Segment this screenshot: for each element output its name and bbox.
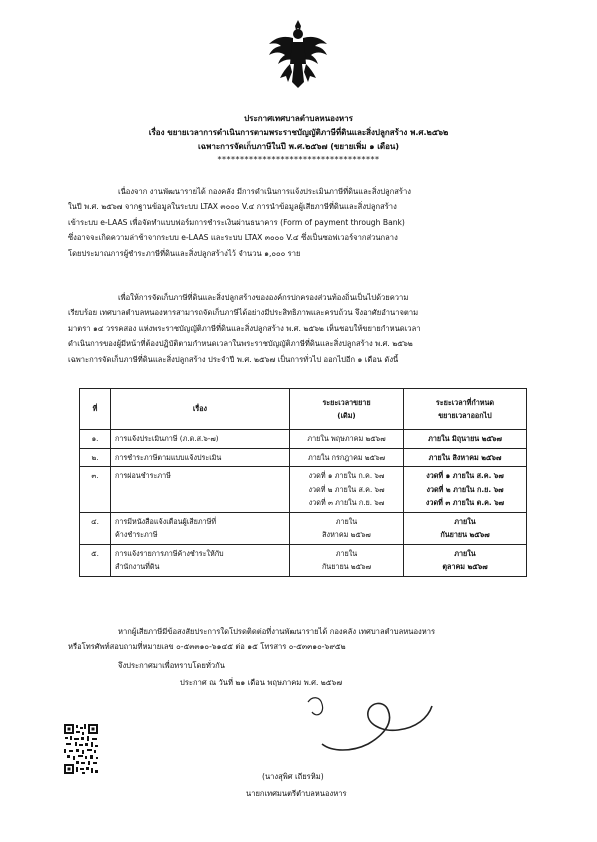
paragraph-line: เพื่อให้การจัดเก็บภาษีที่ดินและสิ่งปลูกสร้างขององค์กรปกครองส่วนท้องถิ่นเป็นไปด้วยความ [118,293,409,302]
announcement-subject: เรื่อง ขยายเวลาการดำเนินการตามพระราชบัญญัติภาษีที่ดินและสิ่งปลูกสร้าง พ.ศ.๒๕๖๒ [148,128,449,137]
header-subject: เรื่อง [111,389,290,430]
row-old: ภายใน สิงหาคม ๒๕๖๗ [290,512,404,544]
row-old: ภายใน พฤษภาคม ๒๕๖๗ [290,430,404,449]
table-row [80,544,527,576]
row-old: ภายใน กรกฎาคม ๒๕๖๗ [290,448,404,467]
signer-name: (นางสุพิศ เถียรหิม) [262,772,324,781]
signature [262,688,442,758]
row-new: ภายใน มิถุนายน ๒๕๖๗ [404,430,527,449]
row-new: ภายใน ตุลาคม ๒๕๖๗ [404,544,527,576]
stars-divider: ************************************ [217,155,380,164]
paragraph-line: ในปี พ.ศ. ๒๕๖๗ จากฐานข้อมูลในระบบ LTAX ๓๐๐๐ V.๔ การนำข้อมูลผู้เสียภาษีที่ดินและสิ่งปลูกสร้าง [68,202,397,212]
table-header-row [80,389,527,430]
table-row [80,430,527,449]
row-no: ๓. [80,467,111,513]
table-row [80,512,527,544]
row-no: ๑. [80,430,111,449]
row-no: ๔. [80,512,111,544]
signer-title: นายกเทศมนตรีตำบลหนองหาร [246,789,347,798]
row-old: งวดที่ ๑ ภายใน ก.ค. ๖๗ งวดที่ ๒ ภายใน ส.ค. ๖๗ งวดที่ ๓ ภายใน ก.ย. ๖๗ [290,467,404,513]
header-old-period: ระยะเวลาขยาย (เดิม) [290,389,404,430]
row-subject: การแจ้งรายการภาษีค้างชำระให้กับ สำนักงานที่ดิน [111,544,290,576]
paragraph-line: ดำเนินการของผู้มีหน้าที่ต้องปฏิบัติตามกำหนดเวลาในพระราชบัญญัติภาษีที่ดินและสิ่งปลูกสร้าง พ.ศ. ๒๕๖๒ [68,339,413,349]
paragraph-line: ซึ่งอาจจะเกิดความล่าช้าจากระบบ e-LAAS และระบบ LTAX ๓๐๐๐ V.๔ ซึ่งเป็นซอฟเวอร์จากส่วนกลาง [68,233,398,243]
contact-line-1: หากผู้เสียภาษีมีข้อสงสัยประการใดโปรดติดต่อที่งานพัฒนารายได้ กองคลัง เทศบาลตำบลหนองหาร [118,627,436,636]
table-row [80,467,527,513]
contact-line-2: หรือโทรศัพท์สอบถามที่หมายเลข ๐-๕๓๓๑๐-๖๑๔๕ ต่อ ๑๕ โทรสาร ๐-๕๓๓๑๐-๖๙๕๒ [68,642,346,651]
row-subject: การชำระภาษีตามแบบแจ้งประเมิน [111,448,290,467]
extension-table [79,388,527,577]
row-subject: การมีหนังสือแจ้งเตือนผู้เสียภาษีที่ ค้างชำระภาษี [111,512,290,544]
announce-line: จึงประกาศมาเพื่อทราบโดยทั่วกัน [118,661,225,670]
paragraph-line: มาตรา ๑๔ วรรคสอง แห่งพระราชบัญญัติภาษีที่ดินและสิ่งปลูกสร้าง พ.ศ. ๒๕๖๒ เห็นชอบให้ขยายกำหนดเวลา [68,323,421,333]
table-row [80,448,527,467]
paragraph-1 [68,184,538,261]
announce-date: ประกาศ ณ วันที่ ๒๑ เดือน พฤษภาคม พ.ศ. ๒๕๖๗ [180,678,343,687]
row-new: ภายใน กันยายน ๒๕๖๗ [404,512,527,544]
header-no: ที่ [80,389,111,430]
row-new: ภายใน สิงหาคม ๒๕๖๗ [404,448,527,467]
paragraph-2 [68,290,538,367]
paragraph-line: เข้าระบบ e-LAAS เพื่อจัดทำแบบฟอร์มการชำระเงินผ่านธนาคาร (Form of payment through Bank) [68,217,405,227]
row-new: งวดที่ ๑ ภายใน ส.ค. ๖๗ งวดที่ ๒ ภายใน ก.ย. ๖๗ งวดที่ ๓ ภายใน ต.ค. ๖๗ [404,467,527,513]
announcement-subtitle: เฉพาะการจัดเก็บภาษีในปี พ.ศ.๒๕๖๗ (ขยายเพิ่ม ๑ เดือน) [197,142,400,151]
qr-code-icon [63,723,99,775]
paragraph-line: เฉพาะการจัดเก็บภาษีที่ดินและสิ่งปลูกสร้าง ประจำปี พ.ศ. ๒๕๖๗ เป็นการทั่วไป ออกไปอีก ๑ เดือน ดังนี้ [68,354,399,364]
announcement-title: ประกาศเทศบาลตำบลหนองหาร [244,114,353,123]
row-subject: การผ่อนชำระภาษี [111,467,290,513]
row-no: ๒. [80,448,111,467]
paragraph-line: เรียบร้อย เทศบาลตำบลหนองหารสามารถจัดเก็บภาษีได้อย่างมีประสิทธิภาพและครบถ้วน จึงอาศัยอำนาจตาม [68,308,419,318]
row-no: ๕. [80,544,111,576]
garuda-emblem-icon [266,18,330,90]
row-subject: การแจ้งประเมินภาษี (ภ.ด.ส.๖-๗) [111,430,290,449]
header-new-period: ระยะเวลาที่กำหนด ขยายเวลาออกไป [404,389,527,430]
paragraph-line: โดยประมาณการผู้ชำระภาษีที่ดินและสิ่งปลูกสร้างไว้ จำนวน ๑,๐๐๐ ราย [68,248,301,258]
paragraph-line: เนื่องจาก งานพัฒนารายได้ กองคลัง มีการดำเนินการแจ้งประเมินภาษีที่ดินและสิ่งปลูกสร้าง [118,187,411,196]
row-old: ภายใน กันยายน ๒๕๖๗ [290,544,404,576]
